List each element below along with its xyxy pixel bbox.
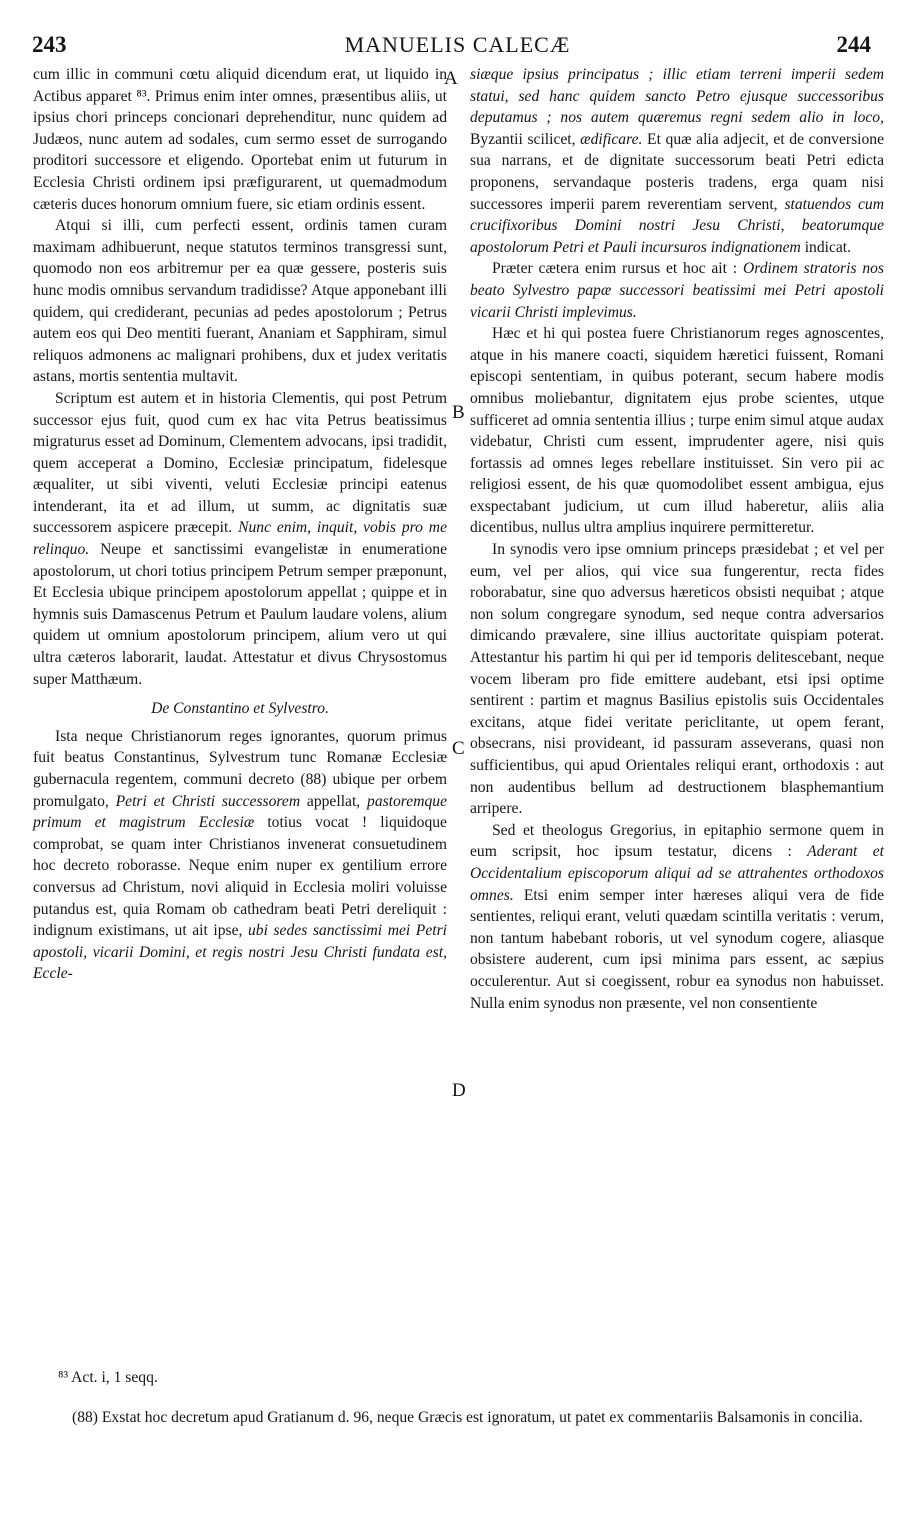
quotation: ubi sedes sanctissimi mei Petri apostoli, vicarii Domini, et regis nostri Jesu Christi fundata est, Eccle- xyxy=(33,922,447,983)
quotation: Aderant et Occidentalium episcoporum aliqui ad se attrahentes orthodoxos omnes. xyxy=(470,843,884,904)
running-title: MANUELIS CALECÆ xyxy=(344,32,571,57)
margin-letter-b: B xyxy=(452,402,465,423)
margin-letter-c: C xyxy=(452,738,465,759)
quotation: Ordinem stratoris nos beato Sylvestro papæ successori beatissimi mei Petri apostoli vicarii Christi implevimus. xyxy=(470,260,884,321)
quotation: Petri et Christi successorem xyxy=(115,792,301,810)
margin-letter-a: A xyxy=(444,68,458,89)
paragraph: In synodis vero ipse omnium princeps præsidebat ; et vel per eum, vel per alios, qui vice sua fungerentur, recta fides roborabatur, sine quo adversus hæreticos obsisti nequibat ; atque non solum congregare synodum, sed neque contra adversarios dimicando prævalere, sine illius auctoritate quispiam poterat. Attestantur his partim hi qui per id temporis delitescebant, neque vocem liberam pro fide emittere audebant, etsi ipsi optime sentirent : partim et magnus Basilius epistolis suis Occidentales excitans, atque fidei veritate periclitante, ut opem ferant, obsecrans, nisi provideant, id passuram asseverans, quasi non sufficientibus, qui apud Orientales reliqui erant, orthodoxis : aut non audentibus bellum ad destructionem blasphemantium arripere. xyxy=(470,541,884,818)
quotation: pastoremque primum et magistrum Ecclesiæ xyxy=(33,792,447,832)
left-column xyxy=(33,64,447,985)
paragraph: Ista neque Christianorum reges ignorantes, quorum primus fuit beatus Constantinus, Sylvestrum tunc Romanæ Ecclesiæ gubernacula regentem, communi decreto (88) ubique per orbem promulgato, Petri et Christi successorem appellat, pastoremque primum et magistrum Ecclesiæ totius vocat ! liquidoque comprobat, se quam inter Christianos invenerat consuetudinem hoc decreto roborasse. Neque enim nuper ex gentilium errore conversus ad Christum, novi aliquid in Ecclesia moliri voluisse putandus est, quia Romam ob cathedram beati Petri dereliquit : indignum existimans, ut ait ipse, ubi sedes sanctissimi mei Petri apostoli, vicarii Domini, et regis nostri Jesu Christi fundata est, Eccle- xyxy=(33,727,447,983)
right-page-number: 244 xyxy=(836,32,871,57)
margin-letter-d: D xyxy=(452,1080,466,1101)
paragraph: siæque ipsius principatus ; illic etiam terreni imperii sedem statui, sed hanc quidem sancto Petro ejusque successoribus deputamus ; nos autem quæremus regni sedem alio in loco, Byzantii scilicet, ædificare. Et quæ alia adjecit, et de conversione sua narrans, et de dignitate successorum beati Petri edicta proponens, servandaque posteris tradens, erga quam nisi successores imperii parem reverentiam servent, statuendos cum crucifixoribus Domini nostri Jesu Christi, beatorumque apostolorum Petri et Pauli incursuros indignationem indicat. xyxy=(470,66,884,256)
left-page-number: 243 xyxy=(32,32,67,57)
paragraph: Sed et theologus Gregorius, in epitaphio sermone quem in eum scripsit, hoc ipsum testatur, dicens : Aderant et Occidentalium episcoporum aliqui ad se attrahentes orthodoxos omnes. Etsi enim semper inter hæreses aliqui vera de fide sentientes, reliqui erant, veluti quædam scintilla veritatis : verum, non tantum habebant roboris, ut vel synodum cogere, aliasque obsistere auderent, cum ipsi minima pars essent, ac sæpius occulerentur. Aut si coegissent, robur ea synodus non habuisset. Nulla enim synodus non præsente, vel non consentiente xyxy=(470,821,884,1012)
quotation: statuendos cum crucifixoribus Domini nostri Jesu Christi, beatorumque apostolorum Petri et Pauli incursuros indignationem xyxy=(470,195,884,256)
paragraph: Atqui si illi, cum perfecti essent, ordinis tamen curam maximam adhibuerunt, neque statutos terminos transgressi sunt, quomodo non eos arbitremur per ea quæ gessere, posteris suis hunc modis omnibus servandum tradidisse? Atque apponebant illi quidem, qui crediderant, pecunias ad pedes apostolorum ; Petrus autem eos qui Deo mentiti fuerant, Ananiam et Sapphiram, simul reliquos admonens ac malignari prohibens, dux et judex veritatis astans, mortis sententia multavit. xyxy=(33,217,447,386)
quotation: Nunc enim, inquit, vobis pro me relinquo. xyxy=(33,519,447,559)
paragraph: Scriptum est autem et in historia Clementis, qui post Petrum successor ejus fuit, quod cum ex hac vita Petrus beatissimus migraturus esset ad Dominum, Clementem advocans, ipsi tradidit, quem acceperat a Domino, Ecclesiæ principatum, fidelesque æqualiter, ut sibi viventi, veluti Ecclesiæ principi eatenus intenderant, ita et ad illum, ut summ, ac dignitatis suæ successorem aspicere præcepit. Nunc enim, inquit, vobis pro me relinquo. Neupe et sanctissimi evangelistæ in enumeratione apostolorum, ut chori totius principem Petrum semper præponunt, Et Ecclesia ubique principem apostolorum appellat ; quippe et in hymnis suis Damascenus Petrum et Paulum laudare volens, alium quidem ut omnium apostolorum principem, alium vero ut qui ultra cæteros laborarit, laudat. Attestatur et divus Chrysostomus super Matthæum. xyxy=(33,389,447,688)
paragraph: Præter cætera enim rursus et hoc ait : Ordinem stratoris nos beato Sylvestro papæ successori beatissimi mei Petri apostoli vicarii Christi implevimus. xyxy=(470,260,884,321)
section-heading: De Constantino et Sylvestro. xyxy=(151,700,329,718)
paragraph: cum illic in communi cœtu aliquid dicendum erat, ut liquido in Actibus apparet ⁸³. Primus enim inter omnes, præsentibus aliis, ut ipsius chori princeps concionari deprehenditur, nunc quidem ad Judæos, nunc autem ad sodales, cum sermo esset de surrogando proditori successore et eligendo. Oportebat enim ut futurum in Ecclesia Christi ordinem ipsi præfigurarent, ut quemadmodum cæteris duces honorum omnium fuere, sic etiam ordinis essent. xyxy=(33,66,447,213)
footnote-88: (88) Exstat hoc decretum apud Gratianum d. 96, neque Græcis est ignoratum, ut patet ex commentariis Balsamonis in concilia. xyxy=(72,1409,863,1426)
quotation: siæque ipsius principatus ; illic etiam terreni imperii sedem statui, sed hanc quidem sancto Petro ejusque successoribus deputamus ; nos autem quæremus regni sedem alio in loco, xyxy=(470,66,884,127)
paragraph: Hæc et hi qui postea fuere Christianorum reges agnoscentes, atque in his manere coacti, siquidem hæretici fuissent, Romani episcopi sententiam, in quibus poterant, secum habere modis omnibus moliebantur, dignitatem ejus probe scientes, utque sufficeret ad omnia sententia illius ; turpe enim simul atque audax videbatur, Christi cum essent, imprudenter agere, nisi quis fortassis ad omnes leges rebellare instituisset. Sin vero pii ac religiosi essent, de his quæ quomodolibet essent ambigua, ejus exspectabant judicium, ut cum illud haberetur, aliis alia dicentibus, nullus ultra amplius inquirere permitteretur. xyxy=(470,325,884,537)
running-header xyxy=(0,32,915,60)
quotation: ædificare. xyxy=(580,130,643,148)
footnote-83: ⁸³ Act. i, 1 seqq. xyxy=(58,1369,158,1386)
right-column xyxy=(470,64,884,1014)
